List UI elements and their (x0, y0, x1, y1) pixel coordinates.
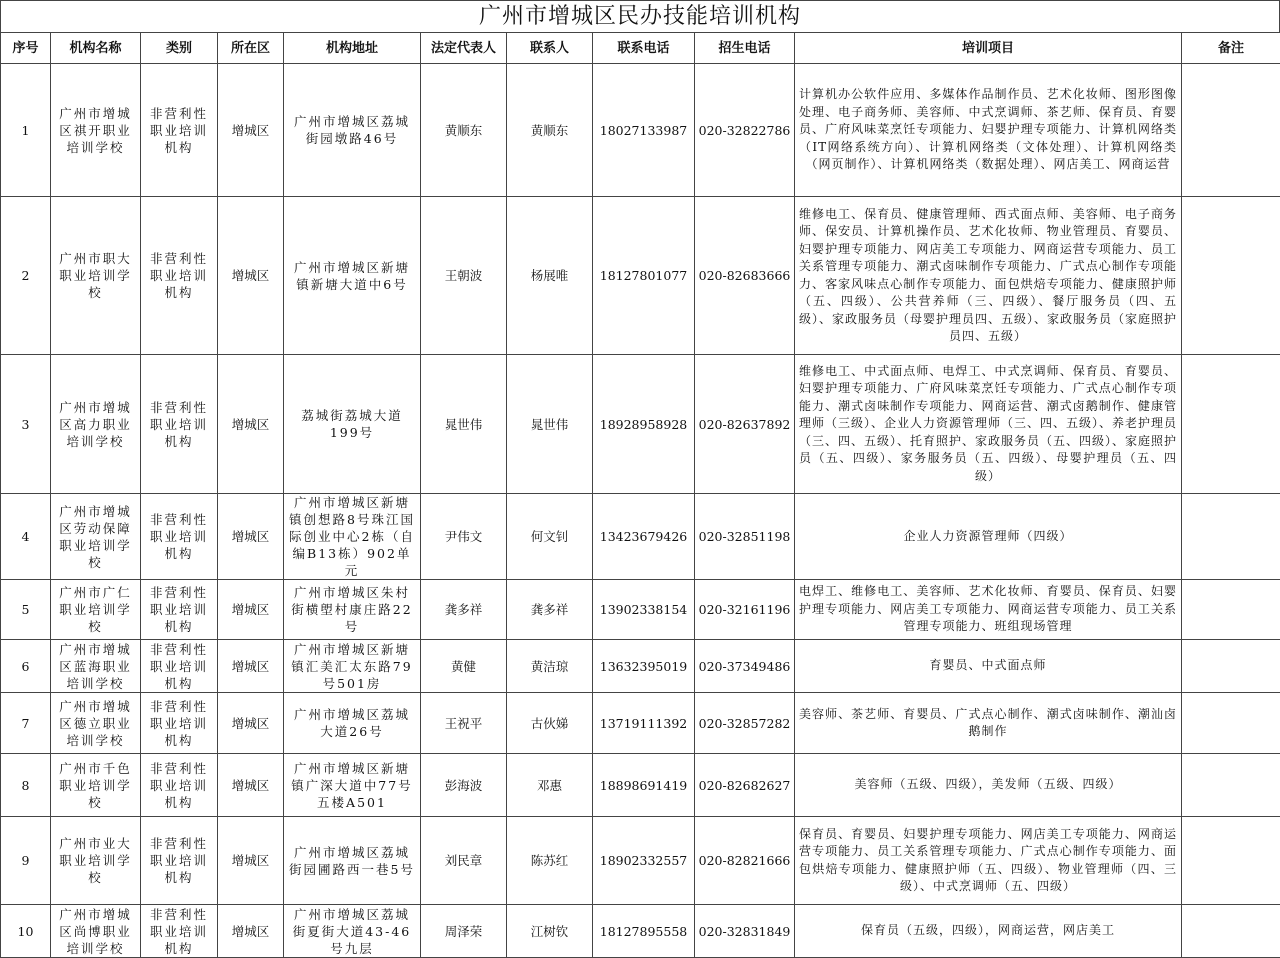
row-number-cell: 5 (1, 580, 51, 640)
enrollment-phone-cell: 020-32831849 (695, 905, 795, 958)
row-number-cell: 4 (1, 494, 51, 580)
remarks-cell (1182, 64, 1280, 197)
legal-representative-cell: 晁世伟 (421, 355, 507, 494)
remarks-cell (1182, 754, 1280, 817)
row-number-cell: 10 (1, 905, 51, 958)
address-cell: 广州市增城区新塘镇汇美汇太东路79号501房 (284, 640, 421, 693)
row-number-cell: 8 (1, 754, 51, 817)
institutions-table (0, 32, 1280, 958)
table-row (1, 905, 1280, 958)
category-cell: 非营利性职业培训机构 (141, 197, 218, 355)
address-cell: 荔城街荔城大道199号 (284, 355, 421, 494)
contact-person-cell: 杨展唯 (507, 197, 593, 355)
contact-person-cell: 陈苏红 (507, 817, 593, 905)
institution-name-cell: 广州市职大职业培训学校 (51, 197, 141, 355)
training-projects-cell: 育婴员、中式面点师 (795, 640, 1182, 693)
institution-name-cell: 广州市增城区高力职业培训学校 (51, 355, 141, 494)
page-title: 广州市增城区民办技能培训机构 (0, 0, 1280, 32)
contact-person-cell: 邓惠 (507, 754, 593, 817)
institution-name-cell: 广州市增城区祺开职业培训学校 (51, 64, 141, 197)
enrollment-phone-cell: 020-82821666 (695, 817, 795, 905)
table-row (1, 817, 1280, 905)
contact-person-cell: 晁世伟 (507, 355, 593, 494)
remarks-cell (1182, 580, 1280, 640)
row-number-cell: 1 (1, 64, 51, 197)
legal-representative-cell: 王祝平 (421, 693, 507, 754)
legal-representative-cell: 黄健 (421, 640, 507, 693)
contact-phone-cell: 13632395019 (593, 640, 695, 693)
contact-phone-cell: 13902338154 (593, 580, 695, 640)
category-cell: 非营利性职业培训机构 (141, 580, 218, 640)
table-row (1, 197, 1280, 355)
district-cell: 增城区 (218, 580, 284, 640)
enrollment-phone-cell: 020-32161196 (695, 580, 795, 640)
institution-name-cell: 广州市广仁职业培训学校 (51, 580, 141, 640)
column-header: 联系电话 (593, 33, 695, 64)
training-projects-cell: 计算机办公软件应用、多媒体作品制作员、艺术化妆师、图形图像处理、电子商务师、美容师、中式烹调师、茶艺师、保育员、育婴员、广府风味菜烹饪专项能力、妇婴护理专项能力、计算机网络类（IT网络系统方向）、计算机网络类（文体处理）、计算机网络类（网页制作）、计算机网络类（数据处理）、网店美工、网商运营 (795, 64, 1182, 197)
row-number-cell: 2 (1, 197, 51, 355)
address-cell: 广州市增城区新塘镇创想路8号珠江国际创业中心2栋（自编B13栋）902单元 (284, 494, 421, 580)
district-cell: 增城区 (218, 494, 284, 580)
contact-person-cell: 龚多祥 (507, 580, 593, 640)
district-cell: 增城区 (218, 693, 284, 754)
district-cell: 增城区 (218, 197, 284, 355)
column-header: 法定代表人 (421, 33, 507, 64)
legal-representative-cell: 彭海波 (421, 754, 507, 817)
legal-representative-cell: 周泽荣 (421, 905, 507, 958)
contact-phone-cell: 13719111392 (593, 693, 695, 754)
column-header: 备注 (1182, 33, 1280, 64)
table-row (1, 640, 1280, 693)
column-header: 机构名称 (51, 33, 141, 64)
table-row (1, 64, 1280, 197)
contact-phone-cell: 13423679426 (593, 494, 695, 580)
category-cell: 非营利性职业培训机构 (141, 693, 218, 754)
enrollment-phone-cell: 020-37349486 (695, 640, 795, 693)
remarks-cell (1182, 640, 1280, 693)
table-row (1, 580, 1280, 640)
column-header: 序号 (1, 33, 51, 64)
remarks-cell (1182, 905, 1280, 958)
contact-phone-cell: 18898691419 (593, 754, 695, 817)
contact-phone-cell: 18902332557 (593, 817, 695, 905)
column-header: 培训项目 (795, 33, 1182, 64)
table-row (1, 693, 1280, 754)
legal-representative-cell: 尹伟文 (421, 494, 507, 580)
column-header: 联系人 (507, 33, 593, 64)
institution-name-cell: 广州市增城区尚博职业培训学校 (51, 905, 141, 958)
institution-name-cell: 广州市增城区劳动保障职业培训学校 (51, 494, 141, 580)
address-cell: 广州市增城区荔城街夏街大道43-46号九层 (284, 905, 421, 958)
contact-phone-cell: 18127895558 (593, 905, 695, 958)
district-cell: 增城区 (218, 355, 284, 494)
category-cell: 非营利性职业培训机构 (141, 64, 218, 197)
address-cell: 广州市增城区荔城大道26号 (284, 693, 421, 754)
legal-representative-cell: 王朝波 (421, 197, 507, 355)
column-header: 类别 (141, 33, 218, 64)
category-cell: 非营利性职业培训机构 (141, 355, 218, 494)
row-number-cell: 3 (1, 355, 51, 494)
enrollment-phone-cell: 020-82637892 (695, 355, 795, 494)
address-cell: 广州市增城区荔城街园墩路46号 (284, 64, 421, 197)
column-header: 所在区 (218, 33, 284, 64)
district-cell: 增城区 (218, 64, 284, 197)
column-header: 招生电话 (695, 33, 795, 64)
enrollment-phone-cell: 020-32851198 (695, 494, 795, 580)
category-cell: 非营利性职业培训机构 (141, 817, 218, 905)
contact-person-cell: 古伙娣 (507, 693, 593, 754)
enrollment-phone-cell: 020-32822786 (695, 64, 795, 197)
district-cell: 增城区 (218, 905, 284, 958)
legal-representative-cell: 刘民章 (421, 817, 507, 905)
column-header: 机构地址 (284, 33, 421, 64)
contact-phone-cell: 18928958928 (593, 355, 695, 494)
contact-person-cell: 黄顺东 (507, 64, 593, 197)
address-cell: 广州市增城区新塘镇广深大道中77号五楼A501 (284, 754, 421, 817)
institution-name-cell: 广州市业大职业培训学校 (51, 817, 141, 905)
category-cell: 非营利性职业培训机构 (141, 905, 218, 958)
remarks-cell (1182, 197, 1280, 355)
training-projects-cell: 美容师、茶艺师、育婴员、广式点心制作、潮式卤味制作、潮汕卤鹅制作 (795, 693, 1182, 754)
contact-person-cell: 江树钦 (507, 905, 593, 958)
remarks-cell (1182, 355, 1280, 494)
contact-person-cell: 何文钊 (507, 494, 593, 580)
table-body (1, 64, 1280, 958)
row-number-cell: 7 (1, 693, 51, 754)
institution-name-cell: 广州市增城区蓝海职业培训学校 (51, 640, 141, 693)
category-cell: 非营利性职业培训机构 (141, 640, 218, 693)
enrollment-phone-cell: 020-82683666 (695, 197, 795, 355)
address-cell: 广州市增城区荔城街园圃路西一巷5号 (284, 817, 421, 905)
training-projects-cell: 维修电工、保育员、健康管理师、西式面点师、美容师、电子商务师、保安员、计算机操作员、艺术化妆师、物业管理员、育婴员、妇婴护理专项能力、网店美工专项能力、网商运营专项能力、员工关系管理专项能力、潮式卤味制作专项能力、广式点心制作专项能力、客家风味点心制作专项能力、面包烘焙专项能力、健康照护师（五、四级）、公共营养师（三、四级）、餐厅服务员（四、五级）、家政服务员（母婴护理员四、五级）、家政服务员（家庭照护员四、五级） (795, 197, 1182, 355)
training-projects-cell: 美容师（五级、四级），美发师（五级、四级） (795, 754, 1182, 817)
legal-representative-cell: 龚多祥 (421, 580, 507, 640)
table-header-row (1, 33, 1280, 64)
contact-phone-cell: 18027133987 (593, 64, 695, 197)
table-row (1, 355, 1280, 494)
remarks-cell (1182, 817, 1280, 905)
institution-name-cell: 广州市千色职业培训学校 (51, 754, 141, 817)
category-cell: 非营利性职业培训机构 (141, 754, 218, 817)
contact-phone-cell: 18127801077 (593, 197, 695, 355)
address-cell: 广州市增城区朱村街横塱村康庄路22号 (284, 580, 421, 640)
training-projects-cell: 保育员（五级，四级），网商运营，网店美工 (795, 905, 1182, 958)
district-cell: 增城区 (218, 754, 284, 817)
table-row (1, 494, 1280, 580)
legal-representative-cell: 黄顺东 (421, 64, 507, 197)
enrollment-phone-cell: 020-82682627 (695, 754, 795, 817)
training-projects-cell: 企业人力资源管理师（四级） (795, 494, 1182, 580)
table-row (1, 754, 1280, 817)
address-cell: 广州市增城区新塘镇新塘大道中6号 (284, 197, 421, 355)
category-cell: 非营利性职业培训机构 (141, 494, 218, 580)
institution-name-cell: 广州市增城区德立职业培训学校 (51, 693, 141, 754)
training-projects-cell: 电焊工、维修电工、美容师、艺术化妆师、育婴员、保育员、妇婴护理专项能力、网店美工专项能力、网商运营专项能力、员工关系管理专项能力、班组现场管理 (795, 580, 1182, 640)
contact-person-cell: 黄洁琼 (507, 640, 593, 693)
training-projects-cell: 保育员、育婴员、妇婴护理专项能力、网店美工专项能力、网商运营专项能力、员工关系管理专项能力、广式点心制作专项能力、面包烘焙专项能力、健康照护师（五、四级）、物业管理师（四、三级）、中式烹调师（五、四级） (795, 817, 1182, 905)
training-projects-cell: 维修电工、中式面点师、电焊工、中式烹调师、保育员、育婴员、妇婴护理专项能力、广府风味菜烹饪专项能力、广式点心制作专项能力、潮式卤味制作专项能力、网商运营、潮式卤鹅制作、健康管理师（三级）、企业人力资源管理师（三、四、五级）、养老护理员（三、四、五级）、托育照护、家政服务员（五、四级）、家庭照护员（五、四级）、家务服务员（五、四级）、母婴护理员（五、四级） (795, 355, 1182, 494)
remarks-cell (1182, 693, 1280, 754)
enrollment-phone-cell: 020-32857282 (695, 693, 795, 754)
row-number-cell: 9 (1, 817, 51, 905)
row-number-cell: 6 (1, 640, 51, 693)
district-cell: 增城区 (218, 817, 284, 905)
district-cell: 增城区 (218, 640, 284, 693)
remarks-cell (1182, 494, 1280, 580)
